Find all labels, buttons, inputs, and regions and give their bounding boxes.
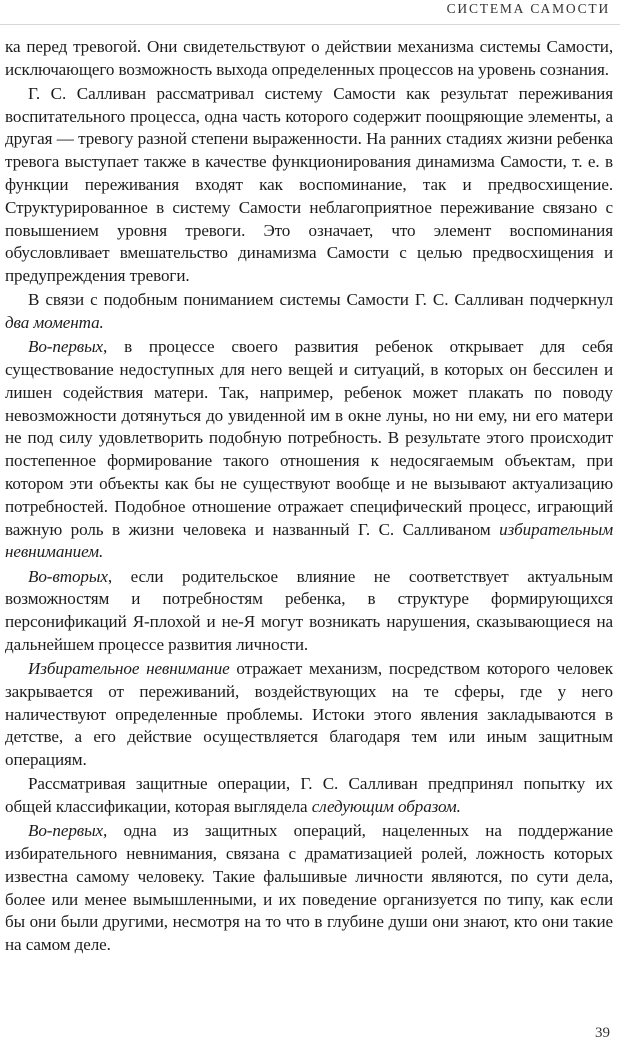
italic-text: избирательным невниманием. bbox=[5, 519, 613, 562]
italic-text: Во-вторых bbox=[28, 566, 108, 586]
italic-text: Избирательное невнимание bbox=[28, 659, 230, 678]
page-number: 39 bbox=[595, 1025, 610, 1041]
paragraph bbox=[5, 83, 613, 288]
paragraph bbox=[5, 773, 613, 819]
paragraph bbox=[5, 820, 613, 957]
italic-text: два момента. bbox=[5, 313, 104, 333]
text-segment: Г. С. Салливан рассматривал систему Самости как результат переживания воспитательного процесса, одна часть которого содержит поощряющие элементы, а другая — тревогу разной степени выраженности. На ранних стадиях жизни ребенка тревога выступает также в качестве функционирования динамизма Самости, т. е. в функции переживания входят как воспоминание, так и предвосхищение. Структурированное в систему Самости неблагоприятное переживание связано с повышением уровня тревоги. Это означает, что элемент воспоминания обусловливает вмешательство динамизма Самости с целью предвосхищения и предупреждения тревоги. bbox=[5, 83, 613, 286]
text-segment: , в процессе своего развития ребенок открывает для себя существование недоступных для него вещей и ситуаций, в которых он бессилен и лишен содействия матери. Так, например, ребенок может плакать по поводу невозможности дотянуться до увиденной им в окне луны, но ни ему, ни его матери не под силу удовлетворить подобную потребность. В результате этого происходит постепенное формирование такого отношения к недосягаемым объектам, при котором эти объекты как бы не существуют вообще и не вызывают актуализацию потребностей. Подобное отношение отражает специфический процесс, играющий важную роль в жизни человека и названный Г. С. Салливаном bbox=[5, 337, 613, 539]
italic-text: следующим образом. bbox=[311, 797, 461, 817]
italic-text: Во-первых bbox=[28, 337, 104, 357]
text-segment: ка перед тревогой. Они свидетельствуют о действии механизма системы Самости, исключающего возможность выхода определенных процессов на уровень сознания. bbox=[5, 37, 613, 79]
running-header: СИСТЕМА САМОСТИ bbox=[446, 1, 610, 16]
text-segment: Рассматривая защитные операции, Г. С. Салливан предпринял попытку их общей классификации, которая выглядела bbox=[5, 774, 613, 817]
paragraph bbox=[5, 289, 613, 335]
header-rule bbox=[0, 24, 620, 25]
paragraph bbox=[5, 336, 613, 564]
text-segment: , одна из защитных операций, нацеленных на поддержание избирательного невнимания, связана с драматизацией ролей, ложность которых известна самому человеку. Такие фальшивые личности являются, по сути дела, более или менее вымышленными, и их поведение организуется по типу, как если бы они были другими, несмотря на то что в глубине души они знают, кто они такие на самом деле. bbox=[5, 821, 613, 955]
text-segment: В связи с подобным пониманием системы Самости Г. С. Салливан подчеркнул bbox=[28, 290, 613, 310]
paragraph bbox=[5, 566, 613, 657]
italic-text: Во-первых bbox=[28, 821, 104, 841]
paragraph bbox=[5, 36, 613, 82]
text-segment: отражает механизм, посредством которого человек закрывается от переживаний, воздействующих на те сферы, где у него наличествуют определенные проблемы. Истоки этого явления закладываются в детстве, а его действие осуществляется благодаря тем или иным защитным операциям. bbox=[5, 659, 614, 770]
body-text bbox=[5, 36, 613, 958]
text-segment: , если родительское влияние не соответствует актуальным возможностям и потребностям ребенка, в структуре формирующихся персонификаций Я-плохой и не-Я могут возникать нарушения, сказывающиеся на дальнейшем процессе развития личности. bbox=[5, 566, 613, 654]
paragraph bbox=[5, 658, 613, 772]
